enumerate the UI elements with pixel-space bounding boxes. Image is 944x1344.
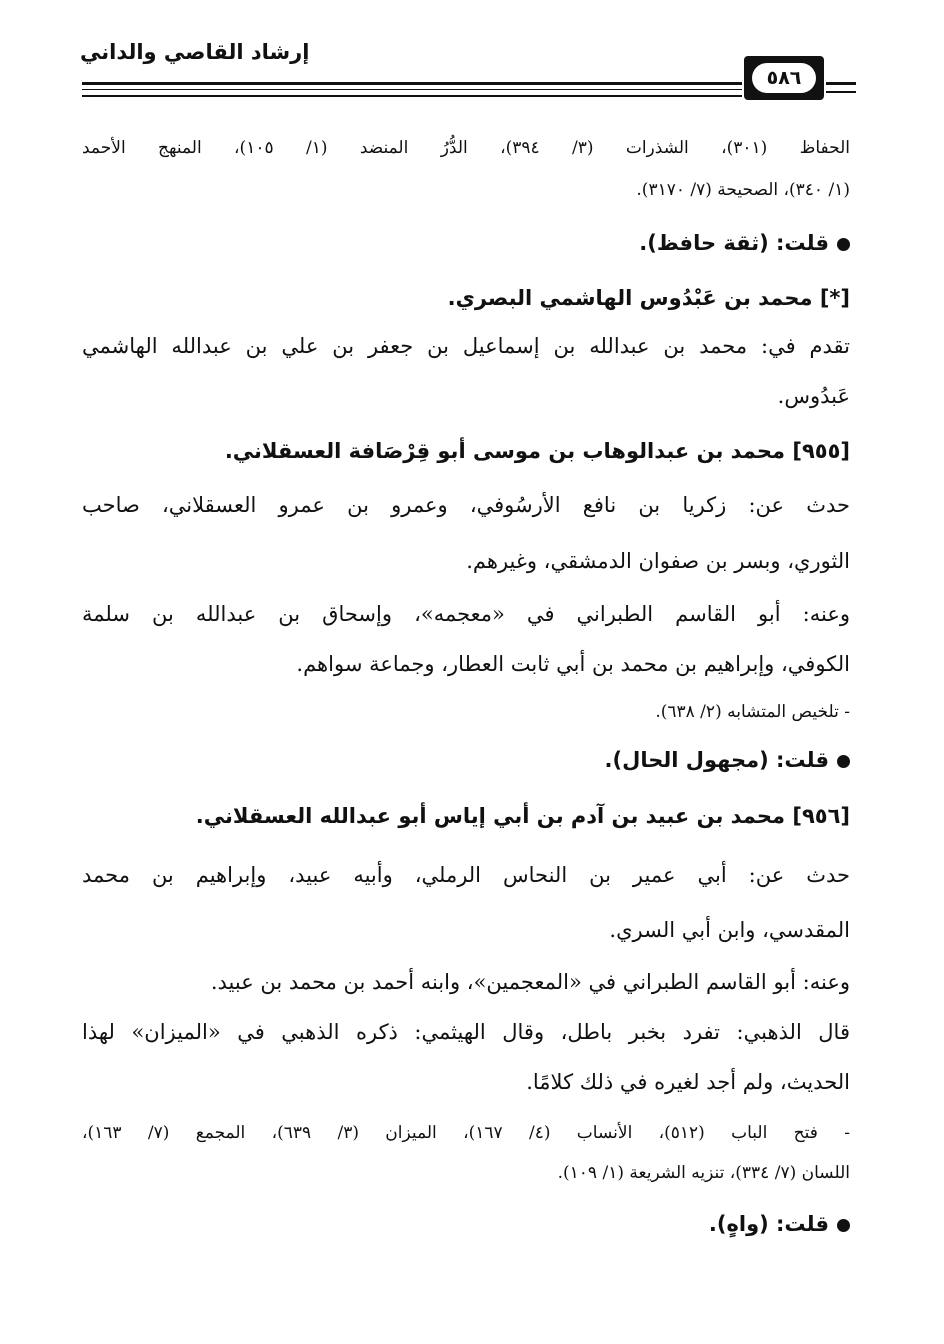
text-line: [82, 860, 850, 890]
header-rule: [826, 82, 856, 85]
text-line-content: اللسان (٧/ ٣٣٤)، تنزيه الشريعة (١/ ١٠٩).: [557, 1163, 850, 1183]
text-line: [82, 915, 850, 945]
text-line-content: الحفاظ (٣٠١)، الشذرات (٣/ ٣٩٤)، الدُّرُ المنضد (١/ ١٠٥)، المنهج الأحمد: [82, 138, 851, 158]
header-rule: [826, 91, 856, 93]
text-line-content: وعنه: أبو القاسم الطبراني في «المعجمين»، وابنه أحمد بن محمد بن عبيد.: [210, 970, 850, 994]
bullet-icon: [837, 238, 850, 251]
text-line-content: - فتح الباب (٥١٢)، الأنساب (٤/ ١٦٧)، الميزان (٣/ ٦٣٩)، المجمع (٧/ ١٦٣)،: [82, 1123, 850, 1143]
text-line: [82, 1067, 850, 1097]
text-line: [82, 228, 850, 258]
text-line: [82, 697, 850, 727]
text-line: [82, 599, 850, 629]
text-line-content: الثوري، وبسر بن صفوان الدمشقي، وغيرهم.: [466, 549, 850, 573]
text-line: [82, 745, 850, 775]
text-line: [82, 1017, 850, 1047]
running-header-title: إرشاد القاصي والداني: [80, 40, 310, 64]
text-line-content: (١/ ٣٤٠)، الصحيحة (٧/ ٣١٧٠).: [636, 180, 850, 200]
text-line-content: [*] محمد بن عَبْدُوس الهاشمي البصري.: [447, 286, 850, 310]
page-number-badge: [744, 56, 824, 100]
text-line: [82, 381, 850, 411]
header-rule: [82, 95, 742, 97]
text-line: [82, 490, 850, 520]
text-line-content: [٩٥٥] محمد بن عبدالوهاب بن موسى أبو قِرْصَافة العسقلاني.: [224, 439, 850, 463]
text-line-content: الكوفي، وإبراهيم بن محمد بن أبي ثابت العطار، وجماعة سواهم.: [296, 652, 850, 676]
text-line: [82, 1209, 850, 1239]
text-line-content: قلت: (واهٍ).: [708, 1212, 829, 1236]
bullet-icon: [837, 1219, 850, 1232]
text-line: [82, 331, 850, 361]
text-line-content: قلت: (ثقة حافظ).: [639, 231, 829, 255]
text-line: [82, 175, 850, 205]
text-line: [82, 1118, 850, 1148]
text-line-content: قلت: (مجهول الحال).: [604, 748, 829, 772]
text-line-content: الحديث، ولم أجد لغيره في ذلك كلامًا.: [526, 1070, 850, 1094]
text-line-content: تقدم في: محمد بن عبدالله بن إسماعيل بن جعفر بن علي بن عبدالله الهاشمي: [82, 334, 850, 358]
page-number: ٥٨٦: [752, 63, 816, 93]
text-line: [82, 283, 850, 313]
text-line: [82, 436, 850, 466]
text-line-content: حدث عن: أبي عمير بن النحاس الرملي، وأبيه عبيد، وإبراهيم بن محمد: [82, 863, 850, 887]
header-rule: [82, 89, 742, 90]
text-line: [82, 649, 850, 679]
text-line: [82, 801, 850, 831]
text-line-content: قال الذهبي: تفرد بخبر باطل، وقال الهيثمي: ذكره الذهبي في «الميزان» لهذا: [82, 1020, 850, 1044]
header-rule: [82, 82, 742, 85]
text-line-content: وعنه: أبو القاسم الطبراني في «معجمه»، وإسحاق بن عبدالله بن سلمة: [82, 602, 850, 626]
text-line-content: عَبدُوس.: [777, 384, 850, 408]
text-line: [82, 967, 850, 997]
text-line: [82, 546, 850, 576]
text-line-content: المقدسي، وابن أبي السري.: [609, 918, 850, 942]
text-line-content: - تلخيص المتشابه (٢/ ٦٣٨).: [655, 702, 850, 722]
text-line: [82, 1158, 850, 1188]
bullet-icon: [837, 755, 850, 768]
text-line: [82, 133, 850, 163]
text-line-content: [٩٥٦] محمد بن عبيد بن آدم بن أبي إياس أبو عبدالله العسقلاني.: [195, 804, 850, 828]
text-line-content: حدث عن: زكريا بن نافع الأرسُوفي، وعمرو بن عمرو العسقلاني، صاحب: [82, 493, 850, 517]
